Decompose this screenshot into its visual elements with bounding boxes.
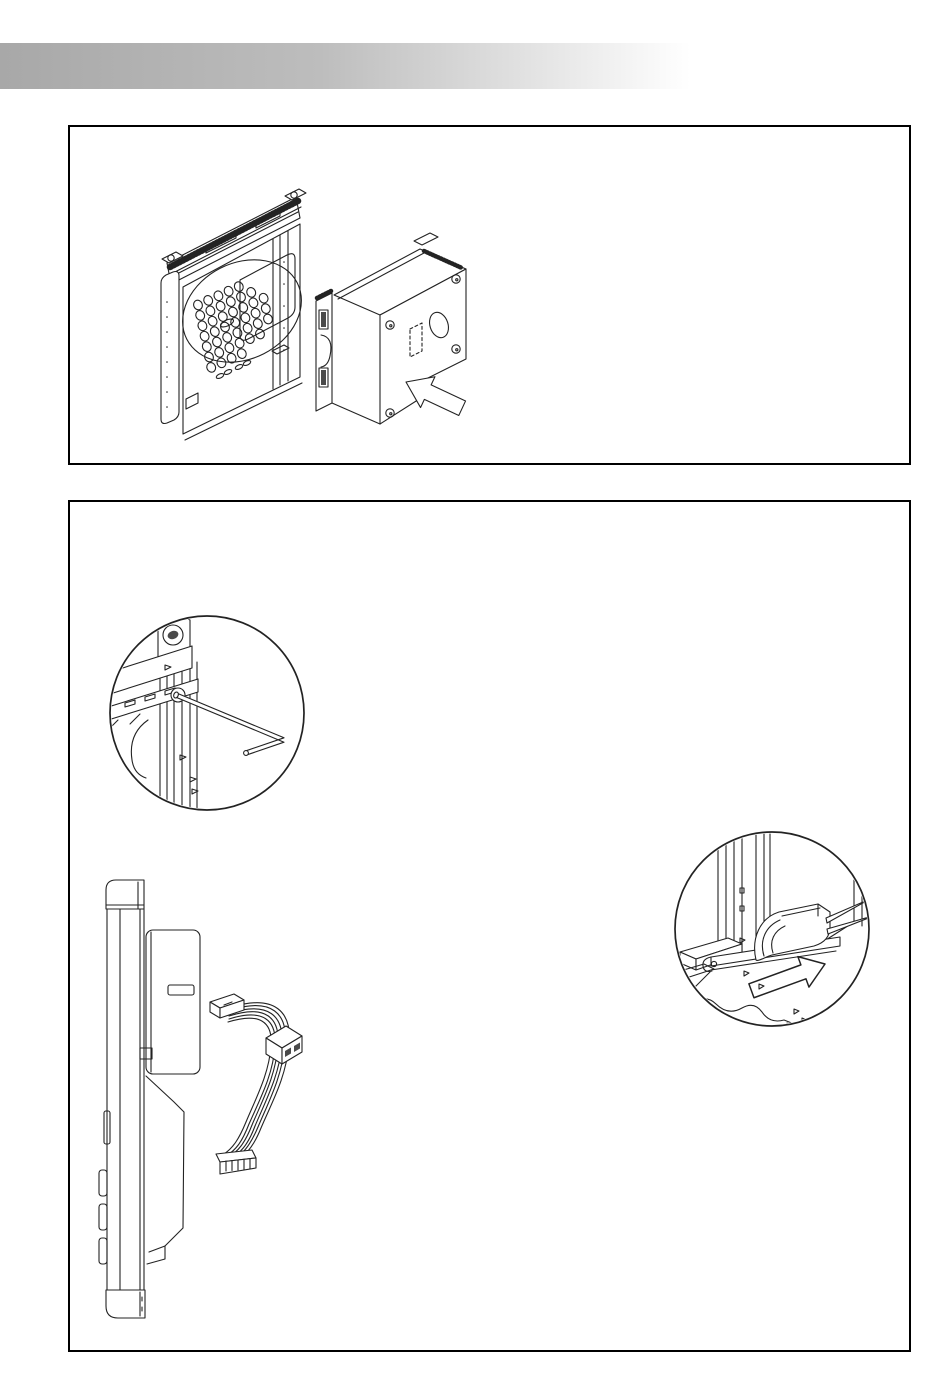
figure-frame-top	[68, 125, 911, 465]
device-button	[99, 1170, 107, 1196]
device-button	[99, 1204, 107, 1230]
plug-connector	[266, 1026, 302, 1064]
ribbon-cable	[224, 1003, 289, 1164]
mounting-frame-drawing	[161, 189, 319, 440]
installation-details-figure	[70, 502, 909, 1350]
vent-hole-grid	[192, 280, 274, 373]
device-button	[99, 1238, 107, 1264]
device-rear-housing	[146, 930, 200, 1074]
module-insertion-figure	[70, 127, 909, 463]
face-cutout-boundary	[165, 240, 319, 382]
header-gradient-banner	[0, 43, 712, 89]
side-profile-device-drawing	[99, 880, 302, 1318]
device-bottom-cap	[106, 1290, 145, 1318]
board-connector	[216, 1150, 256, 1174]
allen-key-detail-circle	[110, 616, 304, 810]
ribbon-clip-connector	[210, 994, 244, 1018]
figure-frame-bottom	[68, 500, 911, 1352]
